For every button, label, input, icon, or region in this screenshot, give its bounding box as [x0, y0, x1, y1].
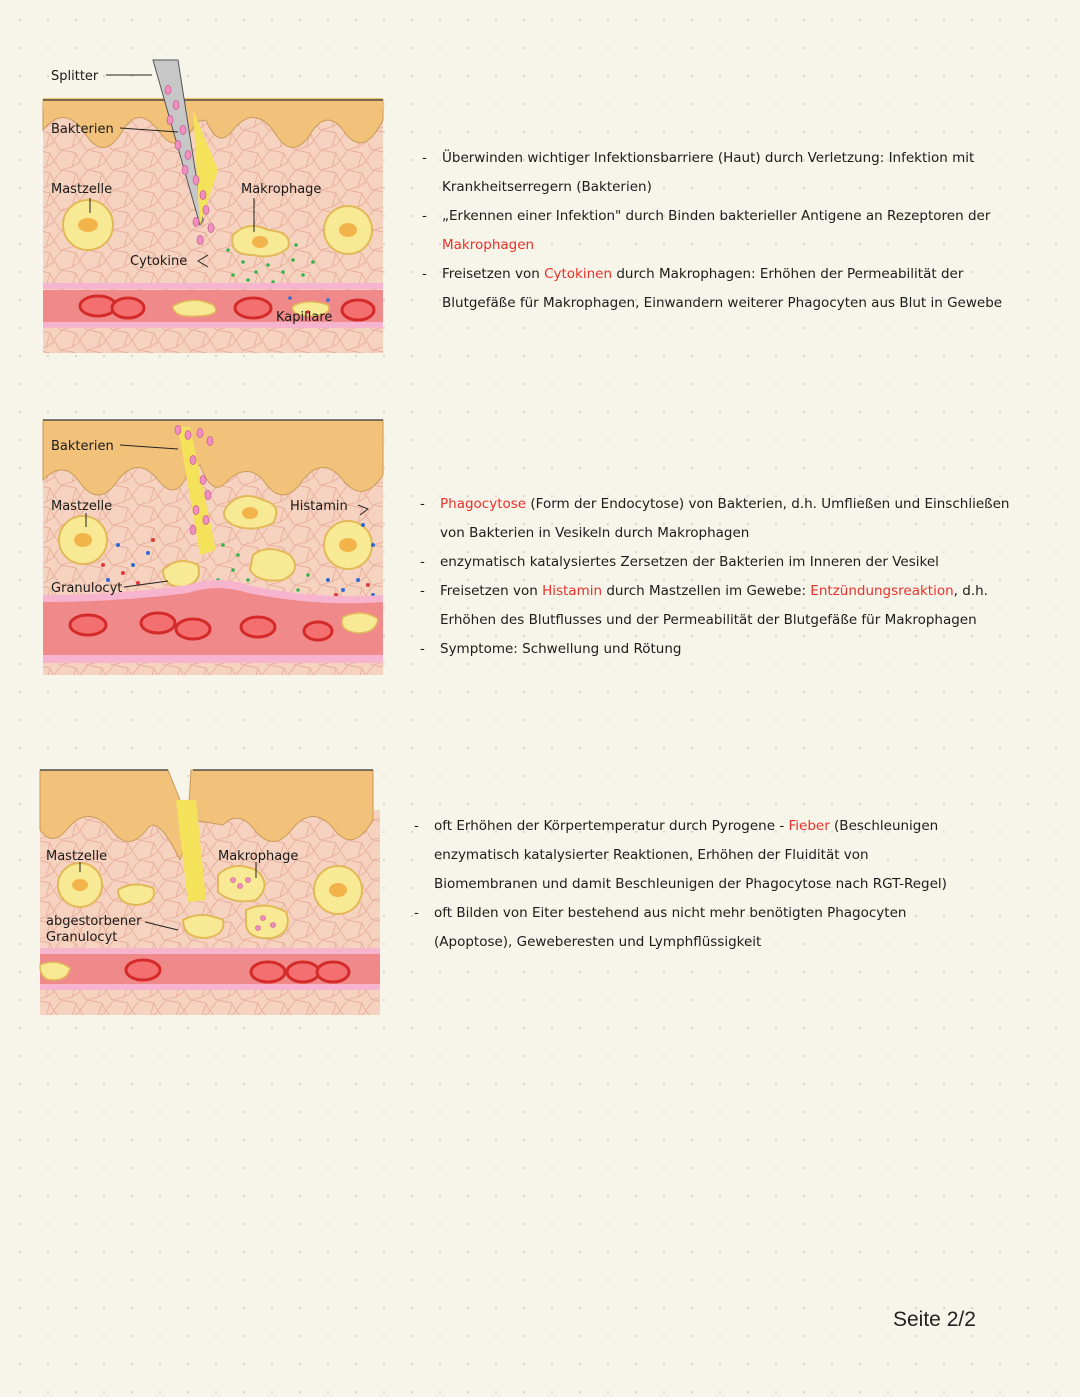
label-makrophage: Makrophage: [241, 182, 322, 197]
label-granulocyt: Granulocyt: [46, 930, 118, 945]
label-bakterien: Bakterien: [51, 439, 114, 454]
label-abgestorbener: abgestorbener: [46, 914, 142, 929]
label-histamin: Histamin: [290, 499, 348, 514]
note-item: - Freisetzen von Cytokinen durch Makrophagen: Erhöhen der Permeabilität der Blutgefäße für Makrophagen, Einwandern weiterer Phagocyten aus Blut in Gewebe: [420, 260, 1020, 318]
label-mastzelle: Mastzelle: [51, 182, 113, 197]
diagram-panel-1: [28, 50, 388, 355]
label-splitter: Splitter: [51, 69, 99, 84]
page-number: Seite 2/2: [893, 1308, 976, 1331]
label-kapillare: Kapillare: [276, 310, 333, 325]
notes-panel-3: [412, 812, 952, 957]
notes-panel-1: [420, 144, 1020, 318]
label-mastzelle: Mastzelle: [51, 499, 113, 514]
label-makrophage: Makrophage: [218, 849, 299, 864]
note-item: - Freisetzen von Histamin durch Mastzellen im Gewebe: Entzündungsreaktion, d.h. Erhöhen des Blutflusses und der Permeabilität der Blutgefäße für Makrophagen: [418, 577, 1018, 635]
note-item: - Phagocytose (Form der Endocytose) von Bakterien, d.h. Umfließen und Einschließen von Bakterien in Vesikeln durch Makrophagen: [418, 490, 1018, 548]
note-item: - „Erkennen einer Infektion" durch Binden bakterieller Antigene an Rezeptoren der Makrophagen: [420, 202, 1020, 260]
diagram-panel-3: [28, 760, 388, 1022]
note-item: - Überwinden wichtiger Infektionsbarriere (Haut) durch Verletzung: Infektion mit Krankheitserregern (Bakterien): [420, 144, 1020, 202]
label-mastzelle: Mastzelle: [46, 849, 108, 864]
note-item: - Symptome: Schwellung und Rötung: [418, 635, 1018, 664]
label-bakterien: Bakterien: [51, 122, 114, 137]
label-granulocyt: Granulocyt: [51, 581, 123, 596]
note-item: - oft Erhöhen der Körpertemperatur durch Pyrogene - Fieber (Beschleunigen enzymatisch katalysierter Reaktionen, Erhöhen der Fluidität von Biomembranen und damit Beschleunigen der Phagocytose nach RGT-Regel): [412, 812, 952, 899]
note-item: - oft Bilden von Eiter bestehend aus nicht mehr benötigten Phagocyten (Apoptose), Geweberesten und Lymphflüssigkeit: [412, 899, 952, 957]
diagram-panel-2: [28, 405, 388, 677]
note-item: - enzymatisch katalysiertes Zersetzen der Bakterien im Inneren der Vesikel: [418, 548, 1018, 577]
label-cytokine: Cytokine: [130, 254, 188, 269]
notes-panel-2: [418, 490, 1018, 664]
